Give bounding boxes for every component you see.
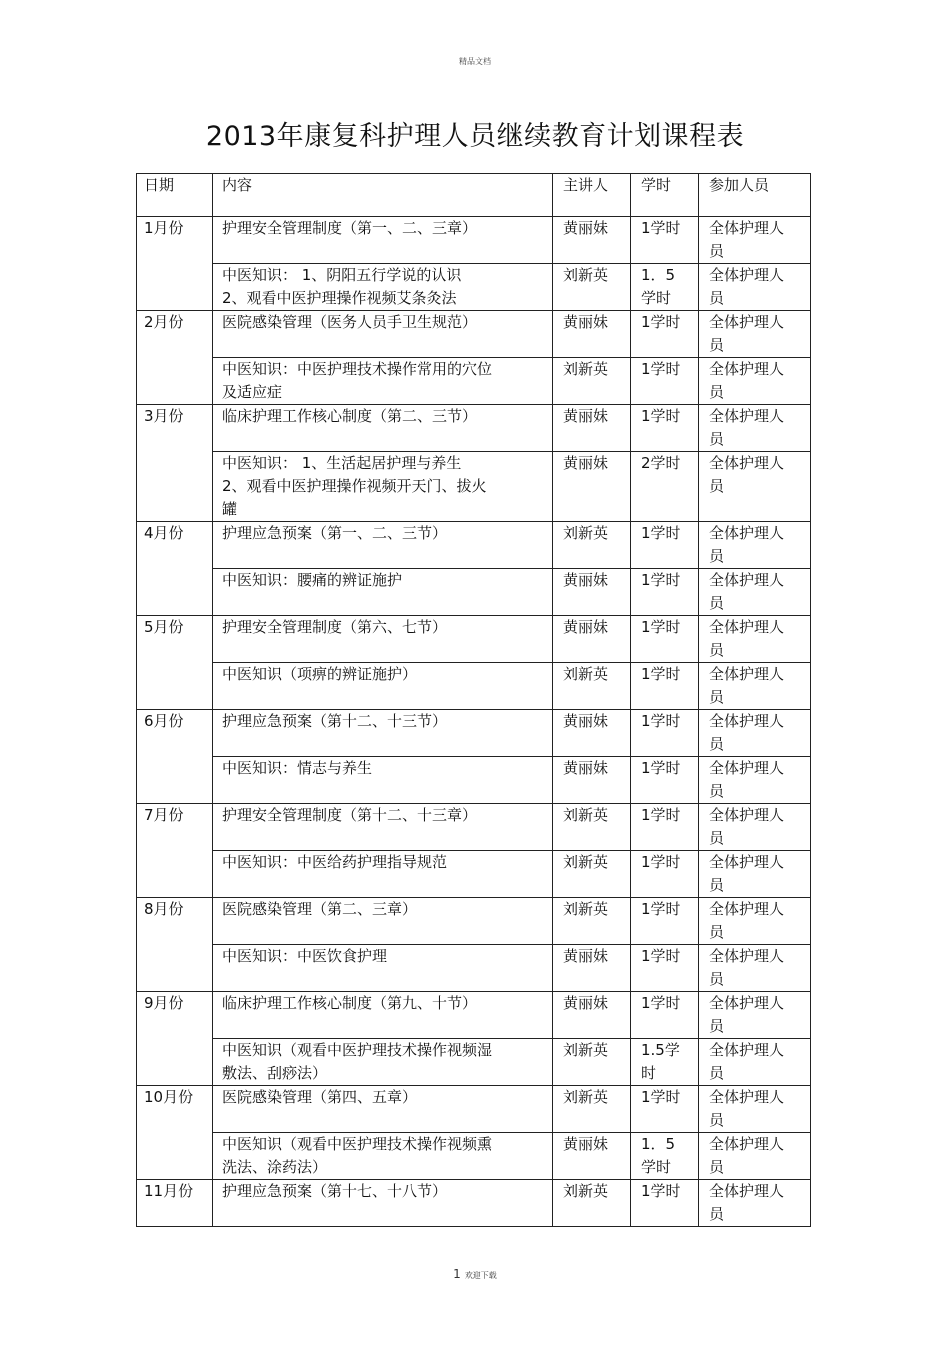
- attendees-cell: [699, 992, 811, 1039]
- month-cell: 4月份: [137, 522, 213, 616]
- table-row: [137, 1039, 811, 1086]
- attendees-line: 全体护理人: [709, 806, 785, 824]
- hours-line: 1学时: [641, 947, 681, 965]
- speaker-cell: 刘新英: [553, 1086, 631, 1133]
- content-line: 中医知识：中医护理技术操作常用的穴位: [222, 360, 493, 378]
- content-cell: [213, 217, 553, 264]
- month-cell: 9月份: [137, 992, 213, 1086]
- content-line: 中医知识： 1、生活起居护理与养生: [222, 454, 462, 472]
- attendees-line: 员: [709, 829, 725, 847]
- table-row: [137, 1133, 811, 1180]
- table-row: [137, 851, 811, 898]
- attendees-line: 全体护理人: [709, 407, 785, 425]
- speaker-cell: 刘新英: [553, 663, 631, 710]
- hours-line: 时: [641, 1064, 657, 1082]
- content-cell: [213, 1086, 553, 1133]
- hours-cell: [631, 452, 699, 522]
- attendees-cell: [699, 522, 811, 569]
- attendees-cell: [699, 1133, 811, 1180]
- attendees-cell: [699, 710, 811, 757]
- hours-cell: [631, 217, 699, 264]
- attendees-cell: [699, 405, 811, 452]
- hours-line: 1学时: [641, 665, 681, 683]
- speaker-cell: 刘新英: [553, 1180, 631, 1227]
- hours-line: 学时: [641, 289, 672, 307]
- month-cell: 6月份: [137, 710, 213, 804]
- speaker-cell: 黄丽妹: [553, 616, 631, 663]
- hours-cell: [631, 710, 699, 757]
- hours-cell: [631, 1133, 699, 1180]
- content-cell: [213, 358, 553, 405]
- attendees-cell: [699, 311, 811, 358]
- attendees-line: 员: [709, 1205, 725, 1223]
- attendees-line: 全体护理人: [709, 524, 785, 542]
- table-row: [137, 217, 811, 264]
- attendees-line: 员: [709, 383, 725, 401]
- month-cell: 11月份: [137, 1180, 213, 1227]
- content-line: 医院感染管理（医务人员手卫生规范）: [222, 313, 478, 331]
- attendees-line: 员: [709, 594, 725, 612]
- speaker-cell: 刘新英: [553, 1039, 631, 1086]
- content-cell: [213, 405, 553, 452]
- course-schedule-table: [136, 173, 811, 1227]
- attendees-cell: [699, 945, 811, 992]
- content-line: 中医知识（观看中医护理技术操作视频熏: [222, 1135, 493, 1153]
- content-cell: [213, 663, 553, 710]
- speaker-cell: 黄丽妹: [553, 1133, 631, 1180]
- content-line: 医院感染管理（第二、三章）: [222, 900, 418, 918]
- hours-line: 1学时: [641, 994, 681, 1012]
- content-cell: [213, 804, 553, 851]
- hours-line: 1．5: [641, 266, 676, 284]
- speaker-cell: 刘新英: [553, 898, 631, 945]
- speaker-cell: 黄丽妹: [553, 992, 631, 1039]
- hours-cell: [631, 663, 699, 710]
- attendees-line: 全体护理人: [709, 454, 785, 472]
- hours-cell: [631, 1180, 699, 1227]
- attendees-line: 全体护理人: [709, 712, 785, 730]
- speaker-cell: 黄丽妹: [553, 569, 631, 616]
- attendees-cell: [699, 1180, 811, 1227]
- attendees-line: 全体护理人: [709, 900, 785, 918]
- document-title: 2013年康复科护理人员继续教育计划课程表: [205, 121, 745, 152]
- content-line: 护理应急预案（第十七、十八节）: [222, 1182, 448, 1200]
- attendees-line: 员: [709, 970, 725, 988]
- content-line: 2、观看中医护理操作视频艾条灸法: [222, 289, 457, 307]
- attendees-line: 员: [709, 1111, 725, 1129]
- hours-cell: [631, 405, 699, 452]
- hours-line: 1学时: [641, 853, 681, 871]
- month-cell: 3月份: [137, 405, 213, 522]
- hours-cell: [631, 264, 699, 311]
- content-line: 及适应症: [222, 383, 283, 401]
- attendees-line: 员: [709, 735, 725, 753]
- hours-line: 2学时: [641, 454, 681, 472]
- speaker-cell: 刘新英: [553, 522, 631, 569]
- content-cell: [213, 452, 553, 522]
- content-line: 中医知识：腰痛的辨证施护: [222, 571, 403, 589]
- attendees-cell: [699, 616, 811, 663]
- table-row: [137, 710, 811, 757]
- hours-line: 1学时: [641, 1088, 681, 1106]
- attendees-line: 员: [709, 242, 725, 260]
- content-line: 护理安全管理制度（第一、二、三章）: [222, 219, 478, 237]
- hours-line: 1学时: [641, 313, 681, 331]
- attendees-cell: [699, 804, 811, 851]
- attendees-line: 全体护理人: [709, 665, 785, 683]
- attendees-line: 员: [709, 430, 725, 448]
- content-line: 护理应急预案（第十二、十三节）: [222, 712, 448, 730]
- table-row: [137, 1180, 811, 1227]
- attendees-line: 员: [709, 688, 725, 706]
- content-cell: [213, 1133, 553, 1180]
- hours-line: 1学时: [641, 219, 681, 237]
- table-row: [137, 804, 811, 851]
- hours-line: 1学时: [641, 407, 681, 425]
- content-cell: [213, 992, 553, 1039]
- hours-line: 学时: [641, 1158, 672, 1176]
- table-row: [137, 992, 811, 1039]
- hours-cell: [631, 522, 699, 569]
- attendees-cell: [699, 358, 811, 405]
- attendees-line: 全体护理人: [709, 1041, 785, 1059]
- month-cell: 8月份: [137, 898, 213, 992]
- attendees-line: 全体护理人: [709, 266, 785, 284]
- column-header-content: 内容: [213, 174, 553, 217]
- schedule-table-body: [137, 174, 811, 1227]
- content-line: 中医知识：情志与养生: [222, 759, 373, 777]
- table-row: [137, 522, 811, 569]
- attendees-line: 员: [709, 477, 725, 495]
- speaker-cell: 刘新英: [553, 358, 631, 405]
- content-line: 中医知识：中医饮食护理: [222, 947, 388, 965]
- content-cell: [213, 898, 553, 945]
- table-row: [137, 311, 811, 358]
- attendees-line: 员: [709, 876, 725, 894]
- speaker-cell: 黄丽妹: [553, 311, 631, 358]
- content-line: 临床护理工作核心制度（第二、三节）: [222, 407, 478, 425]
- hours-cell: [631, 945, 699, 992]
- month-cell: 7月份: [137, 804, 213, 898]
- table-row: [137, 358, 811, 405]
- header-watermark: 精品文档: [459, 57, 491, 66]
- attendees-line: 全体护理人: [709, 1088, 785, 1106]
- hours-cell: [631, 1086, 699, 1133]
- content-line: 临床护理工作核心制度（第九、十节）: [222, 994, 478, 1012]
- hours-cell: [631, 898, 699, 945]
- column-header-attendees: 参加人员: [699, 174, 811, 217]
- attendees-line: 员: [709, 1017, 725, 1035]
- speaker-cell: 黄丽妹: [553, 452, 631, 522]
- attendees-cell: [699, 569, 811, 616]
- attendees-line: 全体护理人: [709, 313, 785, 331]
- column-header-speaker: 主讲人: [553, 174, 631, 217]
- attendees-line: 全体护理人: [709, 571, 785, 589]
- attendees-line: 员: [709, 547, 725, 565]
- table-row: [137, 1086, 811, 1133]
- attendees-cell: [699, 1086, 811, 1133]
- content-cell: [213, 1180, 553, 1227]
- attendees-line: 全体护理人: [709, 360, 785, 378]
- attendees-line: 全体护理人: [709, 853, 785, 871]
- hours-cell: [631, 311, 699, 358]
- attendees-line: 全体护理人: [709, 618, 785, 636]
- footer-text: 欢迎下载: [464, 1271, 497, 1280]
- table-row: [137, 452, 811, 522]
- hours-cell: [631, 616, 699, 663]
- attendees-line: 员: [709, 782, 725, 800]
- column-header-date: 日期: [137, 174, 213, 217]
- hours-line: 1学时: [641, 524, 681, 542]
- content-cell: [213, 522, 553, 569]
- attendees-line: 员: [709, 1064, 725, 1082]
- hours-cell: [631, 757, 699, 804]
- hours-line: 1学时: [641, 571, 681, 589]
- content-cell: [213, 311, 553, 358]
- table-row: [137, 898, 811, 945]
- hours-line: 1学时: [641, 618, 681, 636]
- content-cell: [213, 264, 553, 311]
- table-header-row: [137, 174, 811, 217]
- content-line: 护理安全管理制度（第六、七节）: [222, 618, 448, 636]
- speaker-cell: 刘新英: [553, 804, 631, 851]
- month-cell: 1月份: [137, 217, 213, 311]
- table-row: [137, 616, 811, 663]
- attendees-cell: [699, 663, 811, 710]
- attendees-line: 员: [709, 1158, 725, 1176]
- hours-line: 1.5学: [641, 1041, 680, 1059]
- attendees-cell: [699, 1039, 811, 1086]
- hours-line: 1．5: [641, 1135, 676, 1153]
- table-row: [137, 757, 811, 804]
- hours-cell: [631, 1039, 699, 1086]
- table-row: [137, 663, 811, 710]
- attendees-cell: [699, 851, 811, 898]
- speaker-cell: 黄丽妹: [553, 405, 631, 452]
- content-line: 中医知识（项痹的辨证施护）: [222, 665, 418, 683]
- hours-line: 1学时: [641, 806, 681, 824]
- hours-cell: [631, 569, 699, 616]
- page-footer: [0, 1267, 950, 1281]
- attendees-cell: [699, 452, 811, 522]
- speaker-cell: 黄丽妹: [553, 710, 631, 757]
- attendees-line: 员: [709, 289, 725, 307]
- content-line: 敷法、刮痧法）: [222, 1064, 328, 1082]
- hours-cell: [631, 804, 699, 851]
- speaker-cell: 黄丽妹: [553, 757, 631, 804]
- speaker-cell: 刘新英: [553, 851, 631, 898]
- content-line: 护理安全管理制度（第十二、十三章）: [222, 806, 478, 824]
- table-row: [137, 264, 811, 311]
- content-cell: [213, 945, 553, 992]
- table-row: [137, 405, 811, 452]
- attendees-line: 全体护理人: [709, 759, 785, 777]
- content-line: 中医知识：中医给药护理指导规范: [222, 853, 448, 871]
- hours-cell: [631, 992, 699, 1039]
- attendees-cell: [699, 898, 811, 945]
- content-line: 中医知识（观看中医护理技术操作视频湿: [222, 1041, 493, 1059]
- content-cell: [213, 757, 553, 804]
- attendees-line: 员: [709, 641, 725, 659]
- attendees-line: 全体护理人: [709, 947, 785, 965]
- attendees-line: 全体护理人: [709, 1182, 785, 1200]
- page-number: 1: [453, 1267, 461, 1281]
- attendees-line: 员: [709, 923, 725, 941]
- content-line: 罐: [222, 500, 238, 518]
- attendees-line: 员: [709, 336, 725, 354]
- speaker-cell: 刘新英: [553, 264, 631, 311]
- hours-cell: [631, 358, 699, 405]
- attendees-line: 全体护理人: [709, 994, 785, 1012]
- attendees-line: 全体护理人: [709, 219, 785, 237]
- content-line: 中医知识： 1、阴阳五行学说的认识: [222, 266, 462, 284]
- table-row: [137, 569, 811, 616]
- hours-line: 1学时: [641, 759, 681, 777]
- month-cell: 2月份: [137, 311, 213, 405]
- hours-line: 1学时: [641, 712, 681, 730]
- hours-line: 1学时: [641, 900, 681, 918]
- hours-line: 1学时: [641, 1182, 681, 1200]
- content-cell: [213, 851, 553, 898]
- content-line: 护理应急预案（第一、二、三节）: [222, 524, 448, 542]
- content-cell: [213, 710, 553, 757]
- attendees-cell: [699, 264, 811, 311]
- month-cell: 5月份: [137, 616, 213, 710]
- content-line: 医院感染管理（第四、五章）: [222, 1088, 418, 1106]
- hours-line: 1学时: [641, 360, 681, 378]
- content-cell: [213, 569, 553, 616]
- speaker-cell: 黄丽妹: [553, 217, 631, 264]
- speaker-cell: 黄丽妹: [553, 945, 631, 992]
- column-header-hours: 学时: [631, 174, 699, 217]
- attendees-cell: [699, 217, 811, 264]
- content-line: 洗法、涂药法）: [222, 1158, 328, 1176]
- attendees-cell: [699, 757, 811, 804]
- attendees-line: 全体护理人: [709, 1135, 785, 1153]
- hours-cell: [631, 851, 699, 898]
- table-row: [137, 945, 811, 992]
- content-cell: [213, 1039, 553, 1086]
- month-cell: 10月份: [137, 1086, 213, 1180]
- content-line: 2、观看中医护理操作视频开天门、拔火: [222, 477, 487, 495]
- content-cell: [213, 616, 553, 663]
